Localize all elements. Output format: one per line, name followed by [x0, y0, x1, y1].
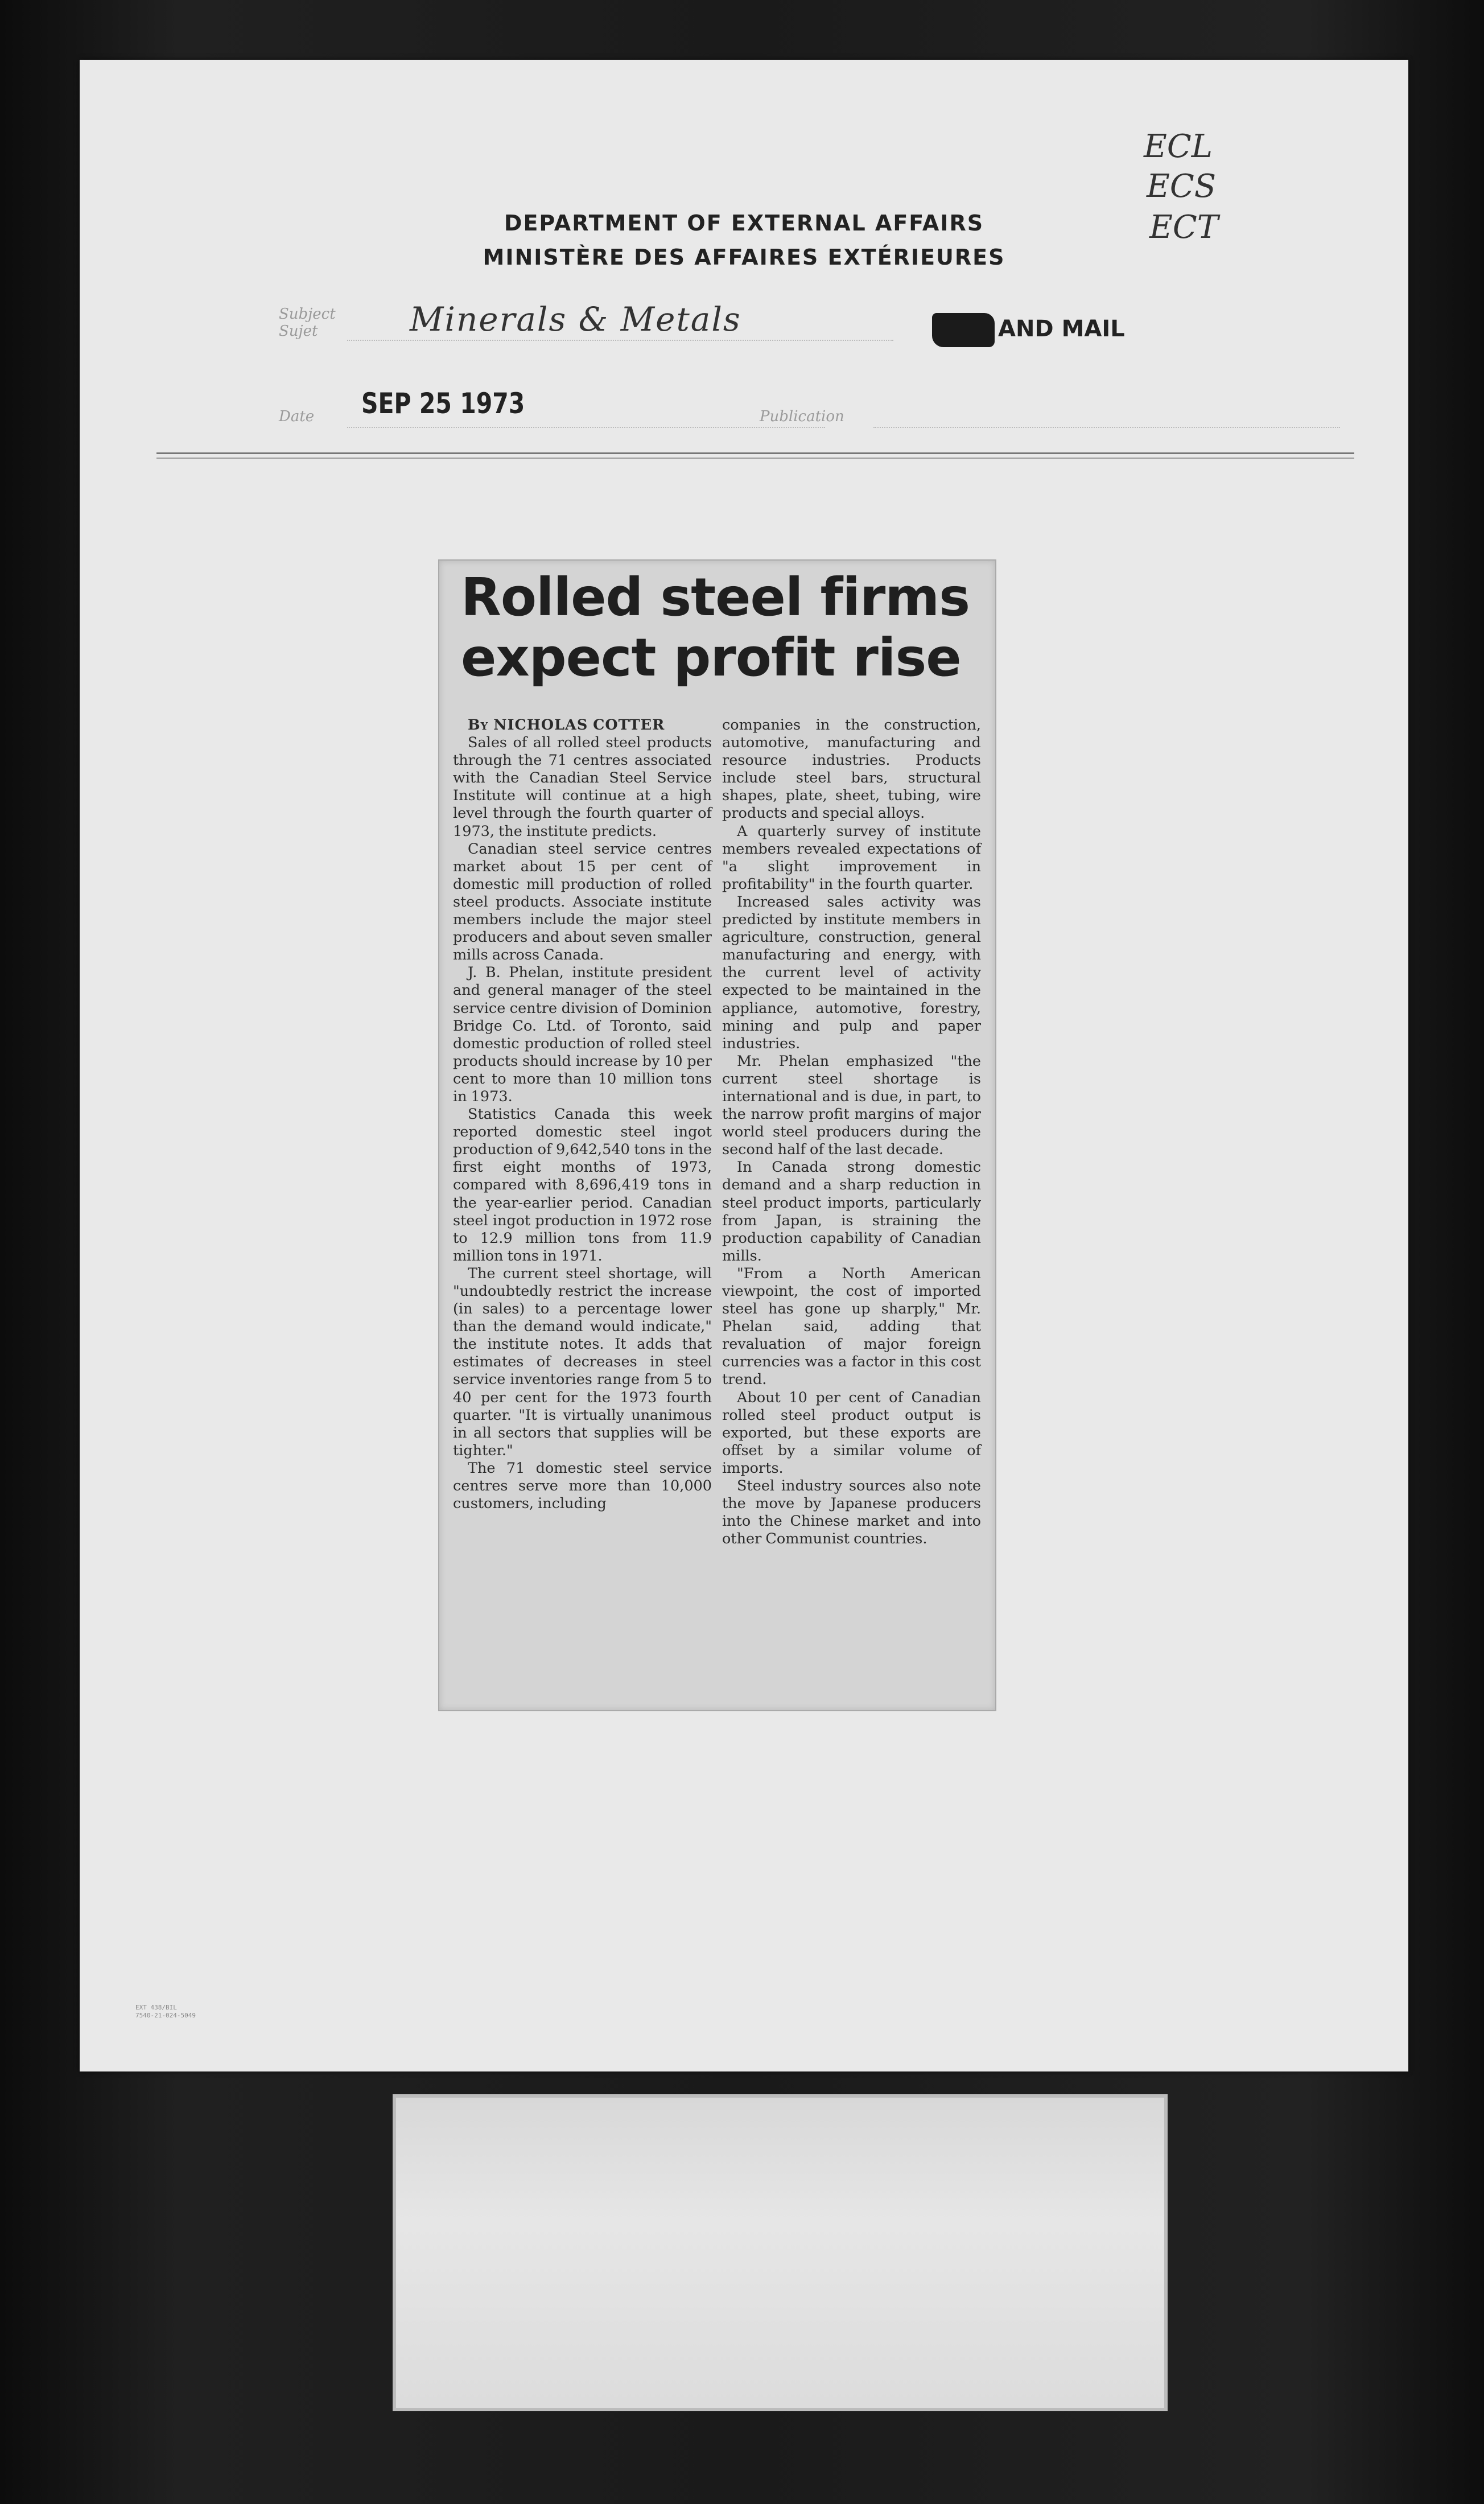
paragraph: Steel industry sources also note the move by Japanese producers into the Chinese market and into other Communist countries.: [722, 1477, 981, 1548]
article-column-1: [453, 716, 712, 1513]
subject-field-line: [347, 340, 893, 341]
paragraph: "From a North American viewpoint, the cost of imported steel has gone up sharply," Mr. Phelan said, adding that revaluation of major foreign currencies was a factor in this cost trend.: [722, 1265, 981, 1389]
card-stub: [393, 2094, 1168, 2411]
routing-mark-3: ECT: [1149, 209, 1219, 246]
publication-field-line: [873, 427, 1340, 428]
stamp-blot: [932, 313, 995, 347]
paragraph: Sales of all rolled steel products through the 71 centres associated with the Canadian Steel Service Institute will continue at a high level through the fourth quarter of 1973, the institute predicts.: [453, 734, 712, 840]
subject-label-en: Subject: [279, 306, 336, 323]
letterhead-english: DEPARTMENT OF EXTERNAL AFFAIRS: [504, 211, 984, 236]
byline: By NICHOLAS COTTER: [468, 716, 665, 734]
header-rule: [156, 452, 1354, 459]
paragraph: companies in the construction, automotive, manufacturing and resource industries. Products include steel bars, structural shapes, plate, sheet, tubing, wire products and special alloys.: [722, 716, 981, 822]
paragraph: Mr. Phelan emphasized "the current steel shortage is international and is due, in part, to the narrow profit margins of major world steel producers during the second half of the last decade.: [722, 1052, 981, 1159]
subject-handwritten: Minerals & Metals: [410, 300, 741, 339]
paragraph: In Canada strong domestic demand and a sharp reduction in steel product imports, particularly from Japan, is straining the production capability of Canadian mills.: [722, 1159, 981, 1265]
publication-label: Publication: [760, 408, 844, 425]
headline-line-2: expect profit rise: [461, 627, 961, 688]
headline-line-1: Rolled steel firms: [461, 567, 970, 628]
date-field-line: [347, 427, 825, 428]
clipping-headline: [461, 567, 973, 688]
paragraph: Canadian steel service centres market about 15 per cent of domestic mill production of rolled steel products. Associate institute members include the major steel producers and about seven smaller mills across Canada.: [453, 840, 712, 964]
form-code: EXT 438/BIL 7540-21-024-5049: [135, 2004, 196, 2019]
document-sheet: [80, 60, 1408, 2071]
date-label: Date: [279, 408, 315, 425]
subject-label-fr: Sujet: [279, 323, 318, 340]
paragraph: Increased sales activity was predicted by institute members in agriculture, construction, general manufacturing and energy, with the current level of activity expected to be maintained in the appliance, automotive, forestry, mining and pulp and paper industries.: [722, 893, 981, 1052]
paragraph: The current steel shortage, will "undoubtedly restrict the increase (in sales) to a percentage lower than the demand would indicate," the institute notes. It adds that estimates of decreases in steel service inventories range from 5 to 40 per cent for the 1973 fourth quarter. "It is virtually unanimous in all sectors that supplies will be tighter.": [453, 1265, 712, 1459]
paragraph: The 71 domestic steel service centres serve more than 10,000 customers, including: [453, 1459, 712, 1513]
article-column-2: [722, 716, 981, 1548]
date-stamp: SEP 25 1973: [361, 387, 525, 420]
publication-stamp-text: AND MAIL: [998, 316, 1125, 342]
routing-mark-1: ECL: [1144, 128, 1213, 165]
publication-stamp: [932, 313, 1125, 347]
paragraph: Statistics Canada this week reported domestic steel ingot production of 9,642,540 tons in the first eight months of 1973, compared with 8,696,419 tons in the year-earlier period. Canadian steel ingot production in 1972 rose to 12.9 million tons from 11.9 million tons in 1971.: [453, 1106, 712, 1265]
letterhead-french: MINISTÈRE DES AFFAIRES EXTÉRIEURES: [483, 245, 1005, 270]
newspaper-clipping: [438, 559, 996, 1711]
routing-mark-2: ECS: [1147, 168, 1217, 205]
paragraph: About 10 per cent of Canadian rolled steel product output is exported, but these exports are offset by a similar volume of imports.: [722, 1389, 981, 1477]
paragraph: J. B. Phelan, institute president and general manager of the steel service centre division of Dominion Bridge Co. Ltd. of Toronto, said domestic production of rolled steel products should increase by 10 per cent to more than 10 million tons in 1973.: [453, 964, 712, 1105]
paragraph: A quarterly survey of institute members revealed expectations of "a slight improvement in profitability" in the fourth quarter.: [722, 822, 981, 893]
